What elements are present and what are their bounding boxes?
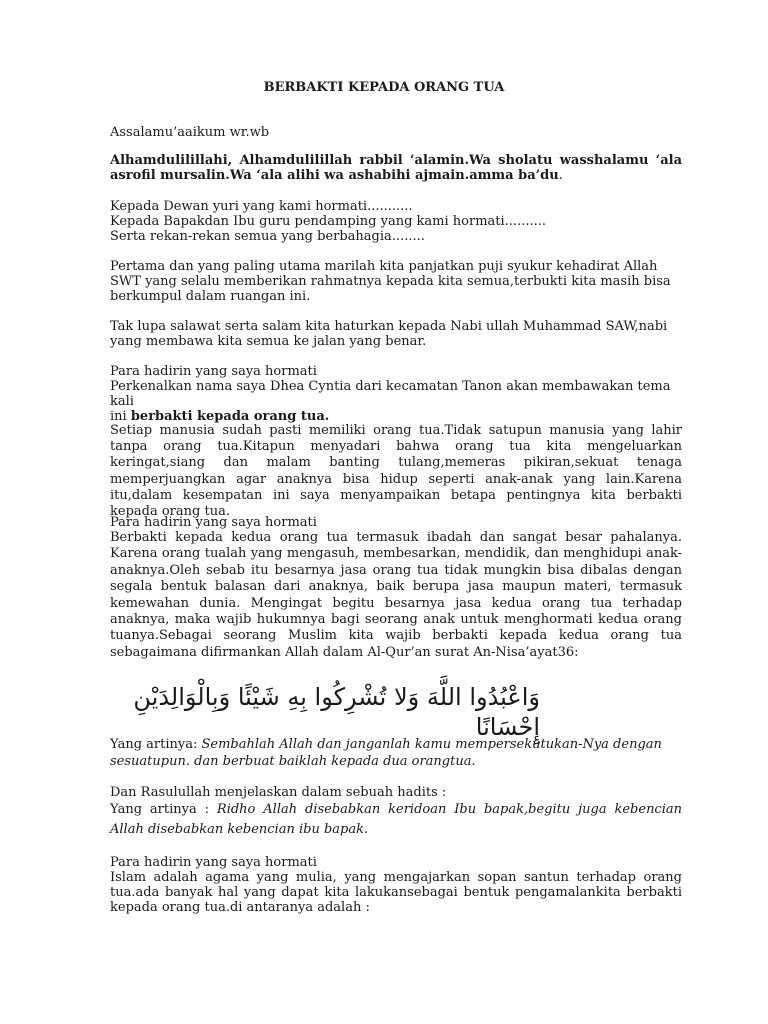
hadirin-heading: Para hadirin yang saya hormati (110, 364, 317, 379)
paragraph-islam: Islam adalah agama yang mulia, yang mengajarkan sopan santun terhadap orang tua.ada banyak hal yang dapat kita lakukansebagai bentuk pengamalankita berbakti kepada orang tua.di antaranya adalah : (110, 870, 682, 915)
section-berbakti (110, 515, 682, 661)
greeting-text: Kepada Bapakdan Ibu guru pendamping yang kami hormati (110, 214, 505, 229)
hadits-intro: Dan Rasulullah menjelaskan dalam sebuah hadits : (110, 785, 447, 800)
greeting-line (110, 214, 682, 229)
verse-translation (110, 736, 682, 770)
hadirin-heading: Para hadirin yang saya hormati (110, 855, 317, 870)
greeting-text: Serta rekan-rekan semua yang berbahagia (110, 229, 392, 244)
opening-praise (110, 153, 682, 183)
arabic-verse: وَاعْبُدُوا اللَّهَ وَلا تُشْرِكُوا بِهِ شَيْئًا وَبِالْوَالِدَيْنِ إِحْسَانًا (133, 683, 540, 741)
greeting-line (110, 229, 682, 244)
greeting-text: Kepada Dewan yuri yang kami hormati (110, 199, 368, 214)
greeting-dots: ........ (391, 229, 425, 244)
translation-text: Sembahlah Allah dan janganlah kamu mempersekutukan-Nya dengan sesuatupun. dan berbuat baiklah kepada dua orangtua. (110, 737, 662, 769)
intro-line: Perkenalkan nama saya Dhea Cyntia dari kecamatan Tanon akan membawakan tema kali (110, 379, 671, 409)
hadits-translation (110, 800, 682, 840)
paragraph-berbakti: Berbakti kepada kedua orang tua termasuk ibadah dan sangat besar pahalanya. Karena orang tualah yang mengasuh, membesarkan, mendidik, dan menghidupi anak-anaknya.Oleh sebab itu besarnya jasa orang tua tidak mungkin bisa dibalas dengan segala bentuk balasan dari anaknya, baik berupa jasa maupun materi, termasuk kemewahan dunia. Mengingat begitu besarnya jasa kedua orang tua terhadap anaknya, maka wajib hukumnya bagi seorang anak untuk menghormati kedua orang tuanya.Sebagai seorang Muslim kita wajib berbakti kepada kedua orang tua sebagaimana difirmankan Allah dalam Al-Qur’an surat An-Nisa’ayat36: (110, 530, 682, 660)
greeting-dots: ........... (367, 199, 413, 214)
paragraph-setiap: Setiap manusia sudah pasti memiliki orang tua.Tidak satupun manusia yang lahir tanpa orang tua.Kitapun menyadari bahwa orang tua kita mengeluarkan keringat,siang dan malam banting tulang,memeras pikiran,sekuat tenaga memperjuangkan agar anaknya bisa hidup seperti anak-anak yang lain.Karena itu,dalam kesempatan ini saya menyampaikan betapa pentingnya kita berbakti kepada orang tua. (110, 423, 682, 520)
opening-praise-text: Alhamdulilillahi, Alhamdulilillah rabbil ‘alamin.Wa sholatu wasshalamu ‘ala asrofil mursalin.Wa ‘ala alihi wa ashabihi ajmain.amma ba’du (110, 153, 682, 183)
introduction (110, 364, 682, 424)
intro-line-theme (110, 409, 682, 424)
document-title: BERBAKTI KEPADA ORANG TUA (263, 80, 505, 95)
hadits-text: Ridho Allah disebabkan keridoan Ibu bapak,begitu juga kebencian Allah disebabkan kebencian ibu bapak (110, 802, 682, 837)
translation-label: Yang artinya: (110, 737, 202, 752)
salam-opening: Assalamu’aaikum wr.wb (110, 125, 270, 140)
greetings-list (110, 199, 682, 244)
section-islam (110, 855, 682, 915)
intro-prefix: ini (110, 409, 131, 424)
section-hadits (110, 785, 682, 840)
hadirin-heading: Para hadirin yang saya hormati (110, 515, 317, 530)
hadits-label: Yang artinya : (110, 802, 217, 817)
paragraph-syukur: Pertama dan yang paling utama marilah kita panjatkan puji syukur kehadirat Allah SWT yang selalu memberikan rahmatnya kepada kita semua,terbukti kita masih bisa berkumpul dalam ruangan ini. (110, 259, 671, 304)
greeting-dots: .......... (504, 214, 546, 229)
speech-theme: berbakti kepada orang tua. (130, 409, 330, 424)
hadits-end: . (364, 822, 369, 837)
opening-praise-end: . (558, 168, 563, 183)
paragraph-salawat: Tak lupa salawat serta salam kita haturkan kepada Nabi ullah Muhammad SAW,nabi yang membawa kita semua ke jalan yang benar. (110, 319, 668, 349)
greeting-line (110, 199, 682, 214)
